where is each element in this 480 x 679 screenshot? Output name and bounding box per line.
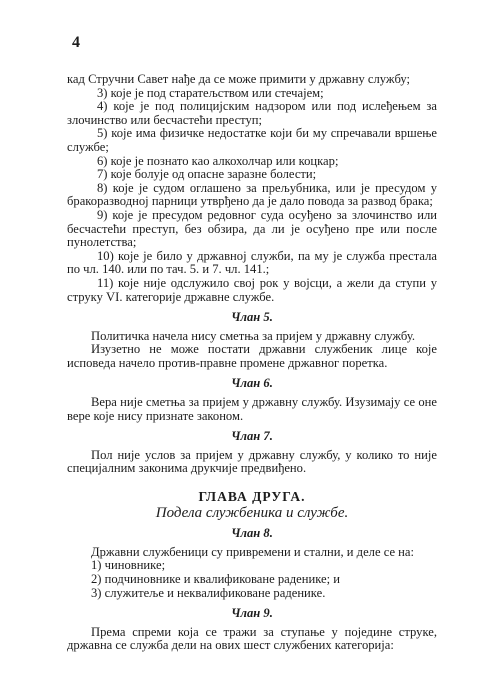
article-8-paragraph-1: Државни службеници су привремени и стални, и деле се на: xyxy=(91,544,415,559)
list-item-5: 5) које има физичке недостатке који би му спречавали вршење службе; xyxy=(67,126,437,154)
page-body xyxy=(67,73,437,653)
article-8-item-1: 1) чиновнике; xyxy=(91,558,166,573)
list-item-6: 6) које је познато као алкохолчар или коцкар; xyxy=(97,153,339,168)
article-5-paragraph-1: Политичка начела нису сметња за пријем у државну службу. xyxy=(91,328,416,343)
chapter-subtitle: Подела службеника и службе. xyxy=(155,504,349,521)
paragraph-continuation: кад Стручни Савет нађе да се може примити у државну службу; xyxy=(67,72,411,86)
article-5-heading: Члан 5. xyxy=(231,310,273,325)
page-number: 4 xyxy=(72,34,80,51)
list-item-10: 10) које је било у државној служби, па му је служба престала по чл. 140. или по тач. 5. и 7. чл. 141.; xyxy=(67,248,437,277)
article-6-paragraph-1: Вера није сметња за пријем у државну службу. Изузимају се оне вере које нису признате законом. xyxy=(67,395,437,423)
article-8-item-2: 2) подчиновнике и квалификоване раденике; и xyxy=(91,572,340,586)
list-item-4: 4) које је под полицијским надзором или под ислеђењем за злочинство или бесчастећи преступ; xyxy=(67,99,437,127)
list-item-7: 7) које болује од опасне заразне болести; xyxy=(97,167,317,182)
article-9-heading: Члан 9. xyxy=(231,606,273,621)
article-8-item-3: 3) служитеље и неквалификоване раденике. xyxy=(91,585,326,600)
article-8-heading: Члан 8. xyxy=(231,526,273,541)
list-item-9: 9) које је пресудом редовног суда осуђено за злочинство или бесчастећи преступ, без обзира, да ли је осуђено пре или после пунолетства; xyxy=(67,207,437,250)
list-item-11: 11) које није одслужило свој рок у војсци, а жели да ступи у струку VI. категорије државне службе. xyxy=(67,275,437,304)
chapter-heading: ГЛАВА ДРУГА. xyxy=(198,489,306,505)
article-5-paragraph-2: Изузетно не може постати државни службеник лице које исповеда начело против-правне промене државног поретка. xyxy=(67,342,437,370)
list-item-8: 8) које је судом оглашено за прељубника, или је пресудом у бракоразводној парници утврђено да је дало повода за развод брака; xyxy=(67,180,437,209)
article-7-heading: Члан 7. xyxy=(231,429,273,444)
article-9-paragraph-1: Према спреми која се тражи за ступање у поједине струке, државна се служба дели на ових шест службених категорија: xyxy=(67,624,437,653)
list-item-3: 3) које је под старатељством или стечајем; xyxy=(97,85,324,100)
article-7-paragraph-1: Пол није услов за пријем у државну службу, у колико то није специјалним законима друкчије предвиђено. xyxy=(67,447,437,476)
article-6-heading: Члан 6. xyxy=(231,376,273,391)
